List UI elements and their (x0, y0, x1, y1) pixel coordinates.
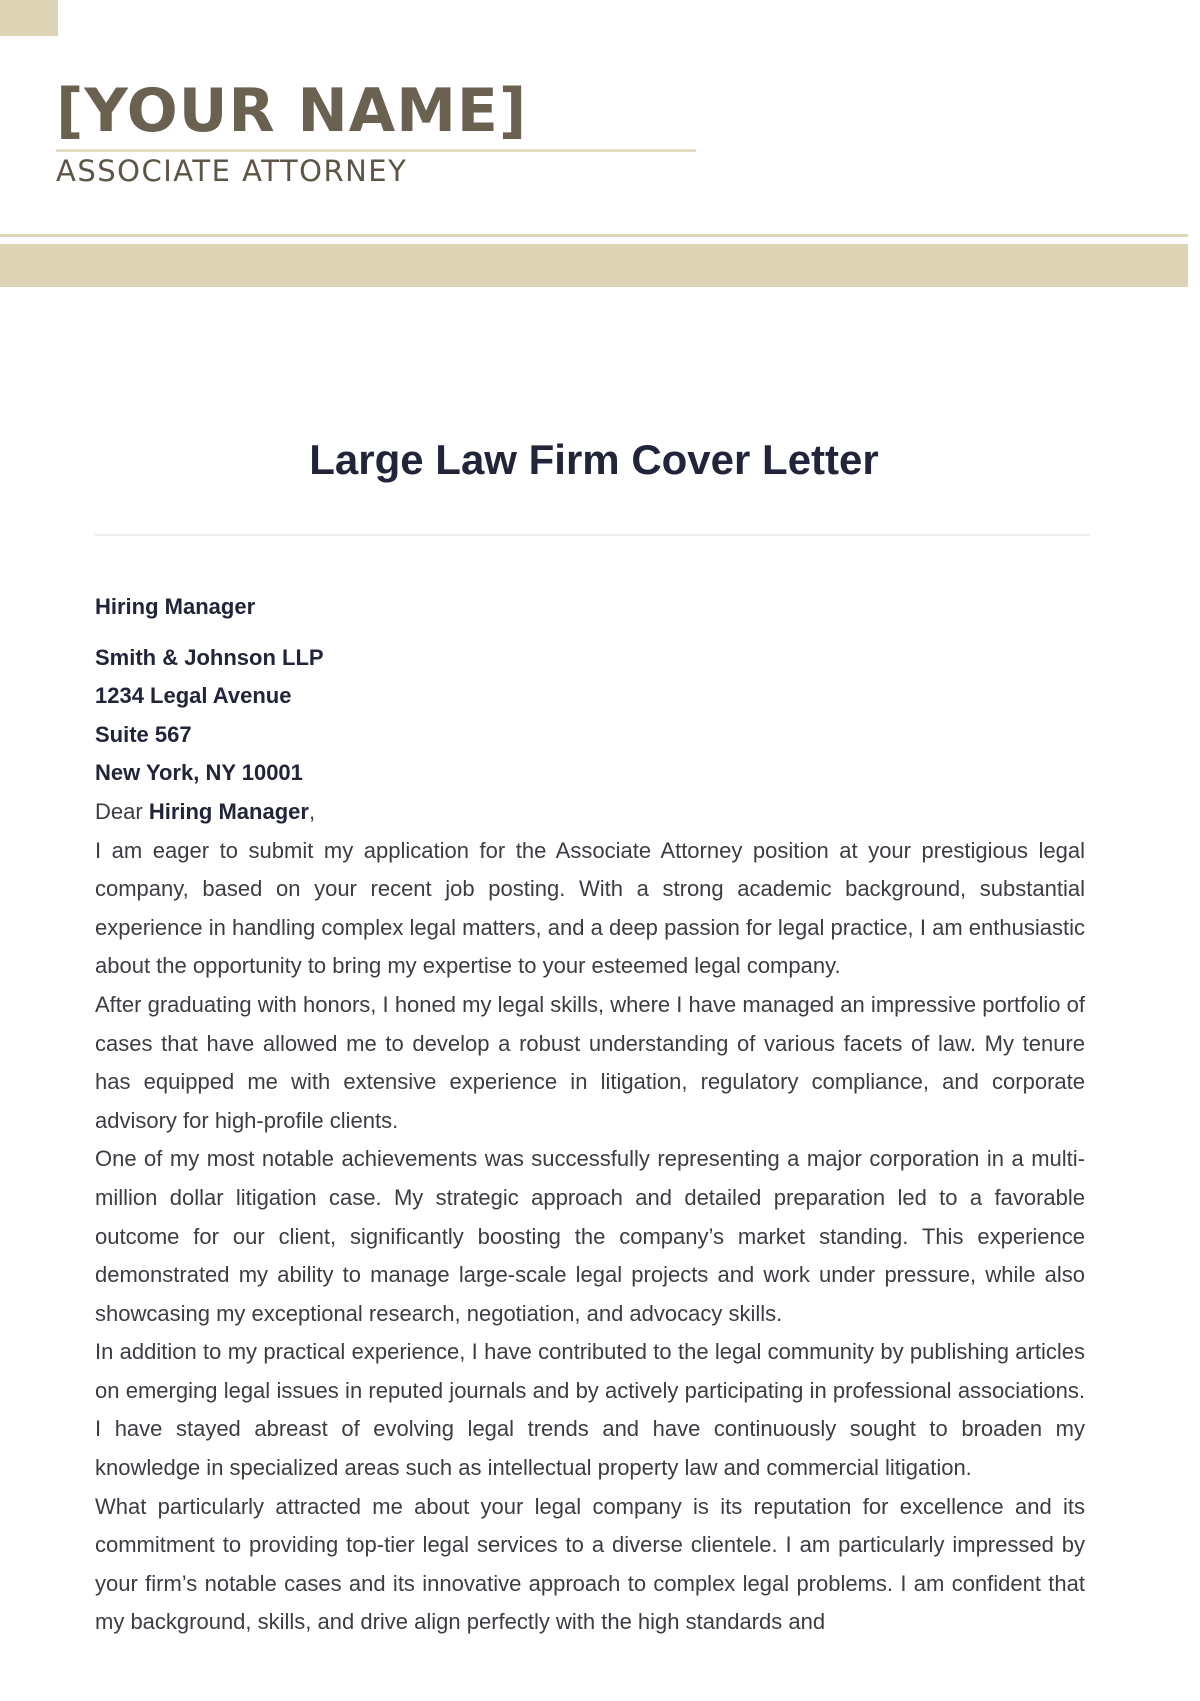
header-name-block (56, 75, 527, 147)
title-divider (95, 534, 1090, 536)
applicant-job-title: ASSOCIATE ATTORNEY (56, 154, 408, 188)
salutation-greeting: Dear (95, 798, 143, 824)
salutation-punctuation: , (308, 798, 316, 824)
name-underline (56, 149, 696, 152)
letter-body (95, 588, 1085, 1642)
letter-paragraph: After graduating with honors, I honed my legal skills, where I have managed an impressive portfolio of cases that have allowed me to develop a robust understanding of various facets of law. My tenure has equipped me with extensive experience in litigation, regulatory compliance, and corporate advisory for high-profile clients. (95, 991, 1085, 1133)
recipient-suite: Suite 567 (95, 721, 192, 747)
corner-accent-block (0, 0, 58, 36)
letter-paragraph: In addition to my practical experience, I have contributed to the legal community by publishing articles on emerging legal issues in reputed journals and by actively participating in professional associations. I have stayed abreast of evolving legal trends and have continuously sought to broaden my knowledge in specialized areas such as intellectual property law and commercial litigation. (95, 1339, 1085, 1481)
letter-paragraph: I am eager to submit my application for the Associate Attorney position at your prestigious legal company, based on your recent job posting. With a strong academic background, substantial experience in handling complex legal matters, and a deep passion for legal practice, I am enthusiastic about the opportunity to bring my expertise to your esteemed legal company. (95, 837, 1085, 979)
applicant-name: [YOUR NAME] (56, 76, 528, 146)
recipient-attention: Hiring Manager (95, 594, 256, 619)
salutation (95, 793, 1085, 832)
recipient-company: Smith & Johnson LLP (95, 644, 324, 670)
letter-paragraph: One of my most notable achievements was successfully representing a major corporation in a multi-million dollar litigation case. My strategic approach and detailed preparation led to a favorable outcome for our client, significantly boosting the company’s market standing. This experience demonstrated my ability to manage large-scale legal projects and work under pressure, while also showcasing my exceptional research, negotiation, and advocacy skills. (95, 1146, 1085, 1326)
header-divider-line (0, 234, 1188, 237)
salutation-name: Hiring Manager (148, 798, 309, 824)
letter-paragraph: What particularly attracted me about your legal company is its reputation for excellence and its commitment to providing top-tier legal services to a diverse clientele. I am particularly impressed by your firm’s notable cases and its innovative approach to complex legal problems. I am confident that my background, skills, and drive align perfectly with the high standards and (95, 1493, 1085, 1635)
recipient-street: 1234 Legal Avenue (95, 683, 292, 709)
header-accent-band (0, 244, 1188, 287)
recipient-city-state-zip: New York, NY 10001 (95, 760, 303, 786)
document-title: Large Law Firm Cover Letter (309, 436, 879, 483)
